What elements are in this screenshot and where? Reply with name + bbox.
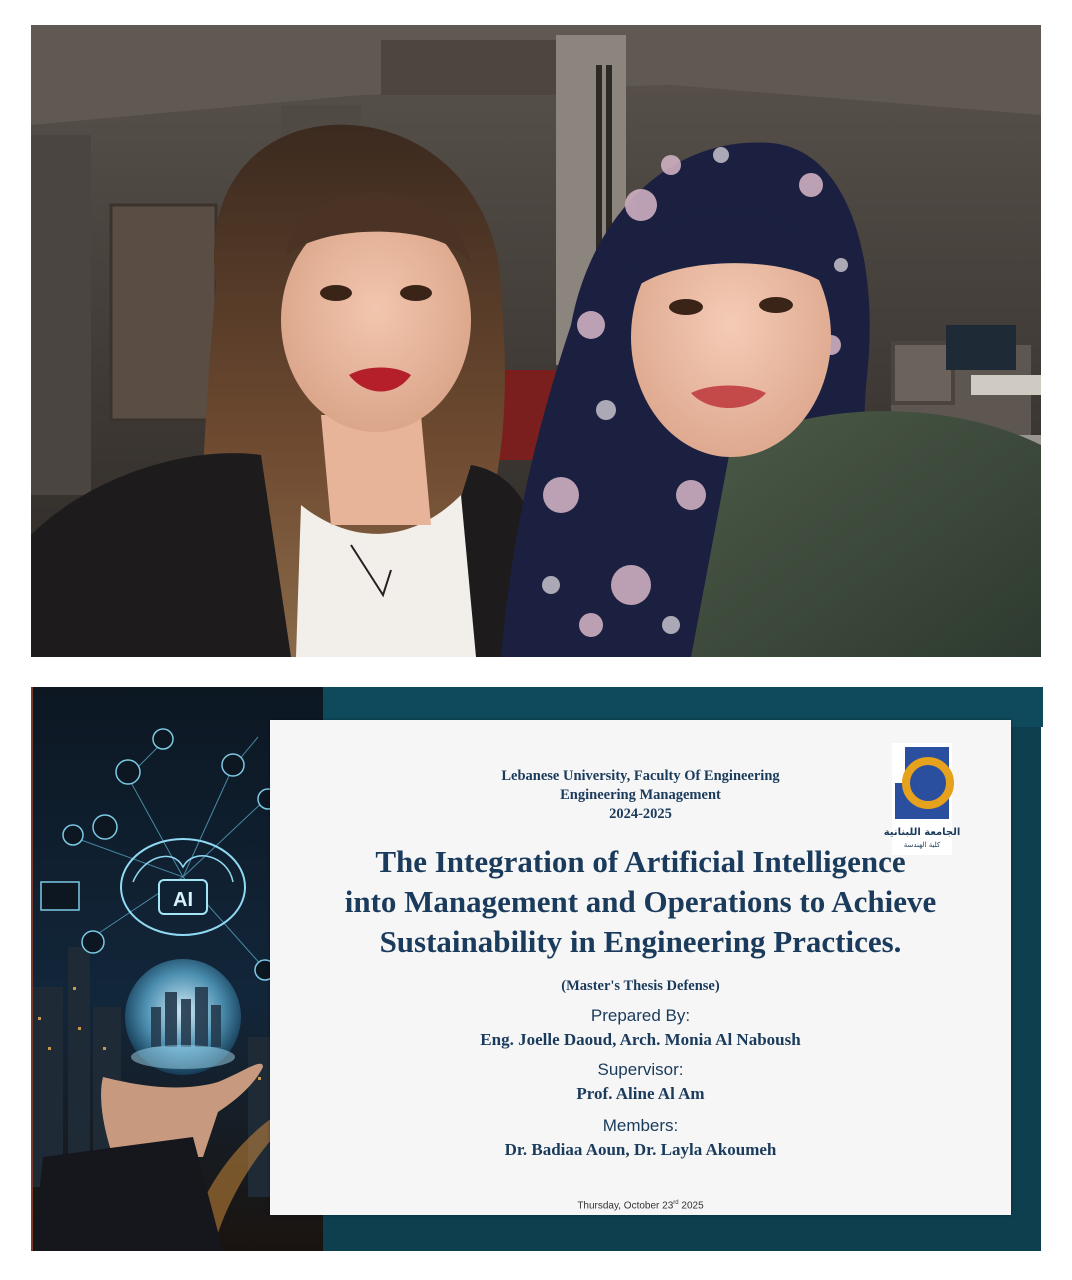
thesis-title-line-1: The Integration of Artificial Intelligence — [375, 844, 906, 879]
university-line: Lebanese University, Faculty Of Engineering — [501, 768, 780, 784]
logo-arabic-text: الجامعة اللبنانية — [883, 827, 961, 838]
supervisor-name: Prof. Aline Al Am — [576, 1084, 705, 1103]
date-superscript: rd — [673, 1200, 679, 1206]
members-names: Dr. Badiaa Aoun, Dr. Layla Akoumeh — [504, 1140, 777, 1159]
date-prefix: Thursday, October 23 — [577, 1200, 674, 1212]
program-line: Engineering Management — [560, 787, 721, 803]
thesis-title — [270, 842, 1011, 962]
thesis-subtitle: (Master's Thesis Defense) — [561, 978, 720, 994]
prepared-by-names: Eng. Joelle Daoud, Arch. Monia Al Naboush — [480, 1030, 801, 1049]
university-logo-mark — [883, 743, 961, 855]
logo-arabic-sub: كلية الهندسة — [903, 841, 941, 849]
ai-badge-text: AI — [173, 889, 193, 911]
supervisor-label: Supervisor: — [597, 1060, 684, 1079]
lebanese-university-logo — [883, 743, 961, 855]
photo-illustration — [31, 25, 1041, 657]
thesis-title-slide — [31, 687, 1041, 1251]
thesis-title-line-2: into Management and Operations to Achieve — [344, 884, 937, 919]
thesis-title-line-3: Sustainability in Engineering Practices. — [379, 924, 902, 959]
selfie-photo — [31, 25, 1041, 657]
members-label: Members: — [602, 1116, 679, 1135]
year-line: 2024-2025 — [609, 806, 672, 822]
prepared-by-label: Prepared By: — [590, 1006, 691, 1025]
defense-date — [270, 1200, 1011, 1211]
date-suffix: 2025 — [678, 1200, 704, 1212]
slide-content-card — [270, 720, 1011, 1215]
